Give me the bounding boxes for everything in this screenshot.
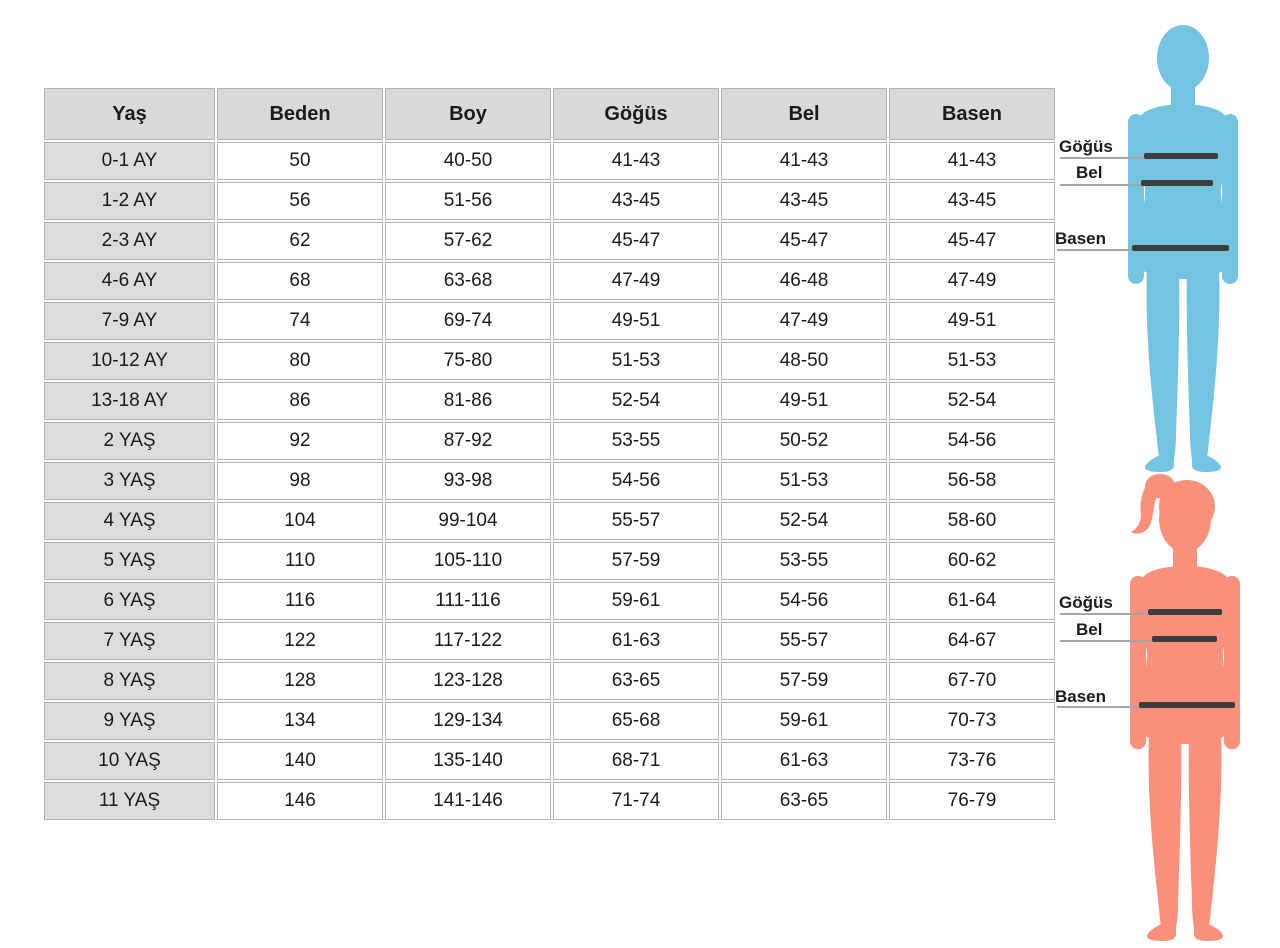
cell: 105-110 [385,542,551,580]
cell: 73-76 [889,742,1055,780]
cell: 45-47 [553,222,719,260]
table-row [44,502,1055,540]
top-hip-label: Basen [1055,229,1107,248]
cell: 59-61 [721,702,887,740]
cell: 140 [217,742,383,780]
bottom-hip-label: Basen [1055,687,1107,706]
cell: 74 [217,302,383,340]
cell: 40-50 [385,142,551,180]
cell: 54-56 [553,462,719,500]
cell: 46-48 [721,262,887,300]
cell: 43-45 [721,182,887,220]
cell: 92 [217,422,383,460]
row-label: 9 YAŞ [44,702,215,740]
cell: 75-80 [385,342,551,380]
cell: 54-56 [721,582,887,620]
table-row [44,622,1055,660]
size-table [42,86,1057,822]
bottom-waist-measure-line [1152,636,1217,642]
cell: 62 [217,222,383,260]
cell: 104 [217,502,383,540]
cell: 51-53 [553,342,719,380]
cell: 47-49 [889,262,1055,300]
cell: 52-54 [889,382,1055,420]
table-row [44,382,1055,420]
cell: 63-68 [385,262,551,300]
cell: 69-74 [385,302,551,340]
cell: 50 [217,142,383,180]
row-label: 2-3 AY [44,222,215,260]
cell: 122 [217,622,383,660]
cell: 57-62 [385,222,551,260]
cell: 117-122 [385,622,551,660]
cell: 47-49 [553,262,719,300]
cell: 86 [217,382,383,420]
cell: 53-55 [721,542,887,580]
cell: 49-51 [889,302,1055,340]
row-label: 6 YAŞ [44,582,215,620]
cell: 55-57 [721,622,887,660]
cell: 49-51 [553,302,719,340]
cell: 116 [217,582,383,620]
cell: 111-116 [385,582,551,620]
table-row [44,262,1055,300]
table-row [44,542,1055,580]
cell: 58-60 [889,502,1055,540]
row-label: 1-2 AY [44,182,215,220]
cell: 48-50 [721,342,887,380]
cell: 60-62 [889,542,1055,580]
row-label: 10-12 AY [44,342,215,380]
cell: 52-54 [553,382,719,420]
row-label: 7 YAŞ [44,622,215,660]
table-row [44,582,1055,620]
table-row [44,782,1055,820]
cell: 41-43 [553,142,719,180]
cell: 43-45 [553,182,719,220]
cell: 61-63 [553,622,719,660]
top-waist-label: Bel [1076,163,1103,182]
cell: 57-59 [721,662,887,700]
bottom-chest-measure-line [1148,609,1222,615]
table-body [44,142,1055,820]
row-label: 4-6 AY [44,262,215,300]
row-label: 0-1 AY [44,142,215,180]
table-row [44,342,1055,380]
cell: 123-128 [385,662,551,700]
cell: 52-54 [721,502,887,540]
cell: 45-47 [889,222,1055,260]
row-label: 5 YAŞ [44,542,215,580]
row-label: 13-18 AY [44,382,215,420]
row-label: 3 YAŞ [44,462,215,500]
cell: 68-71 [553,742,719,780]
table-row [44,662,1055,700]
bottom-hip-measure-line [1139,702,1235,708]
cell: 98 [217,462,383,500]
cell: 41-43 [721,142,887,180]
cell: 135-140 [385,742,551,780]
row-label: 7-9 AY [44,302,215,340]
cell: 55-57 [553,502,719,540]
cell: 99-104 [385,502,551,540]
cell: 41-43 [889,142,1055,180]
top-chest-label: Göğüs [1059,137,1113,156]
cell: 71-74 [553,782,719,820]
bottom-waist-label: Bel [1076,620,1103,639]
cell: 56-58 [889,462,1055,500]
cell: 50-52 [721,422,887,460]
column-header-3: Göğüs [553,88,719,140]
top-chest-measure-line [1144,153,1218,159]
cell: 81-86 [385,382,551,420]
cell: 110 [217,542,383,580]
cell: 87-92 [385,422,551,460]
table-row [44,222,1055,260]
column-header-2: Boy [385,88,551,140]
cell: 51-56 [385,182,551,220]
bottom-chest-label: Göğüs [1059,593,1113,612]
cell: 61-63 [721,742,887,780]
girl-silhouette-front [1110,470,1274,946]
cell: 67-70 [889,662,1055,700]
row-label: 8 YAŞ [44,662,215,700]
column-header-1: Beden [217,88,383,140]
cell: 63-65 [553,662,719,700]
header-row [44,88,1055,140]
cell: 63-65 [721,782,887,820]
cell: 61-64 [889,582,1055,620]
table-row [44,422,1055,460]
cell: 141-146 [385,782,551,820]
cell: 80 [217,342,383,380]
top-waist-measure-line [1141,180,1213,186]
table-row [44,462,1055,500]
row-label: 11 YAŞ [44,782,215,820]
cell: 93-98 [385,462,551,500]
cell: 64-67 [889,622,1055,660]
table-row [44,702,1055,740]
column-header-4: Bel [721,88,887,140]
row-label: 2 YAŞ [44,422,215,460]
cell: 51-53 [721,462,887,500]
column-header-0: Yaş [44,88,215,140]
cell: 45-47 [721,222,887,260]
cell: 57-59 [553,542,719,580]
table-row [44,302,1055,340]
cell: 49-51 [721,382,887,420]
column-header-5: Basen [889,88,1055,140]
cell: 56 [217,182,383,220]
cell: 70-73 [889,702,1055,740]
cell: 146 [217,782,383,820]
cell: 76-79 [889,782,1055,820]
cell: 53-55 [553,422,719,460]
table-row [44,742,1055,780]
cell: 68 [217,262,383,300]
cell: 129-134 [385,702,551,740]
row-label: 10 YAŞ [44,742,215,780]
cell: 128 [217,662,383,700]
cell: 134 [217,702,383,740]
cell: 54-56 [889,422,1055,460]
cell: 59-61 [553,582,719,620]
top-hip-measure-line [1132,245,1229,251]
cell: 65-68 [553,702,719,740]
row-label: 4 YAŞ [44,502,215,540]
cell: 47-49 [721,302,887,340]
cell: 43-45 [889,182,1055,220]
cell: 51-53 [889,342,1055,380]
table-row [44,142,1055,180]
table-row [44,182,1055,220]
